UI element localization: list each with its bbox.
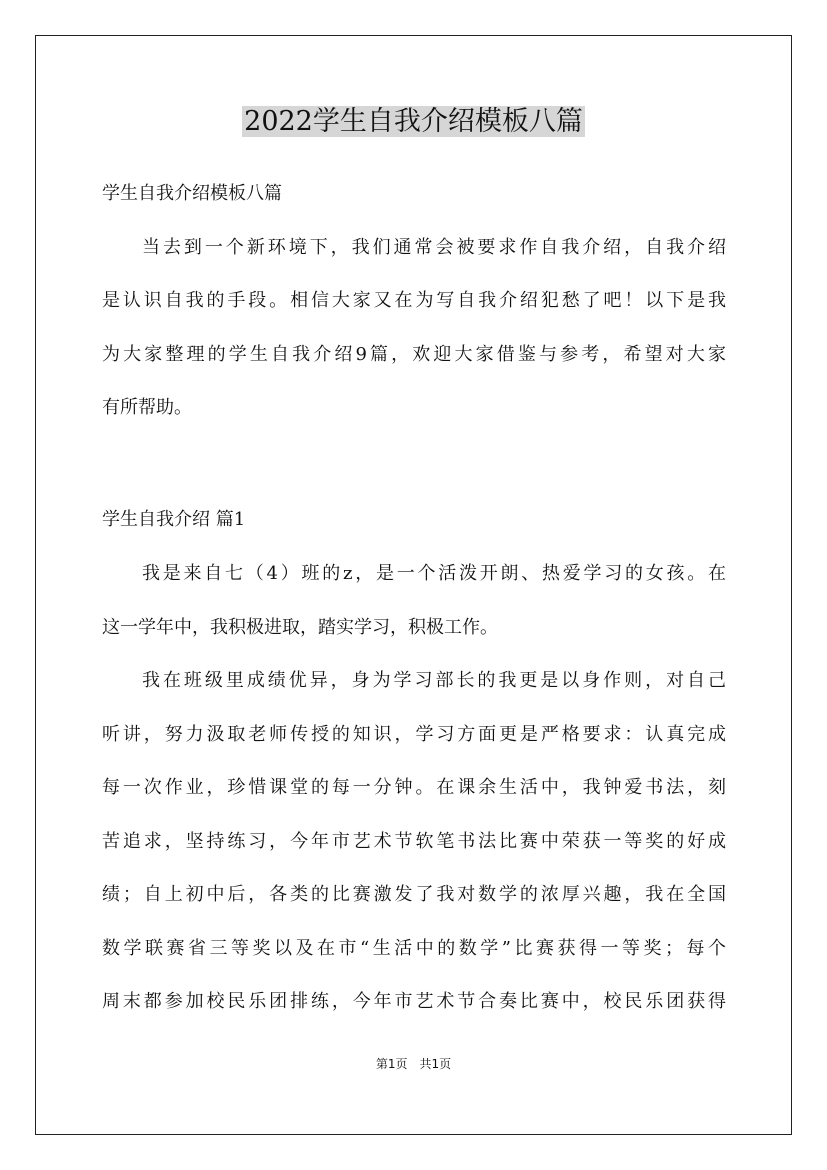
section1-para2-line-5: 绩；自上初中后，各类的比赛激发了我对数学的浓厚兴趣，我在全国 <box>102 884 726 905</box>
page-footer: 第1页 共1页 <box>375 1057 452 1071</box>
document-title-text: 2022学生自我介绍模板八篇 <box>244 106 583 137</box>
intro-line-3: 为大家整理的学生自我介绍9篇，欢迎大家借鉴与参考，希望对大家 <box>102 344 726 365</box>
section1-para2-line-4: 苦追求，坚持练习，今年市艺术节软笔书法比赛中荣获一等奖的好成 <box>102 831 726 852</box>
document-title <box>0 102 827 142</box>
subtitle: 学生自我介绍模板八篇 <box>102 183 282 204</box>
section1-para1-line-1: 我是来自七（4）班的z，是一个活泼开朗、热爱学习的女孩。在 <box>142 563 726 584</box>
intro-line-4: 有所帮助。 <box>102 397 192 418</box>
section1-para2-line-3: 每一次作业，珍惜课堂的每一分钟。在课余生活中，我钟爱书法，刻 <box>102 777 726 798</box>
section1-para2-line-6: 数学联赛省三等奖以及在市“生活中的数学”比赛获得一等奖；每个 <box>102 938 726 959</box>
section1-para2-line-2: 听讲，努力汲取老师传授的知识，学习方面更是严格要求：认真完成 <box>102 724 726 745</box>
section1-heading: 学生自我介绍 篇1 <box>102 509 246 530</box>
intro-line-2: 是认识自我的手段。相信大家又在为写自我介绍犯愁了吧！以下是我 <box>102 290 726 311</box>
intro-line-1: 当去到一个新环境下，我们通常会被要求作自我介绍，自我介绍 <box>142 237 726 258</box>
section1-para2-line-7: 周末都参加校民乐团排练，今年市艺术节合奏比赛中，校民乐团获得 <box>102 991 726 1012</box>
section1-para1-line-2: 这一学年中，我积极进取，踏实学习，积极工作。 <box>102 617 498 638</box>
section1-para2-line-1: 我在班级里成绩优异，身为学习部长的我更是以身作则，对自己 <box>142 670 726 691</box>
